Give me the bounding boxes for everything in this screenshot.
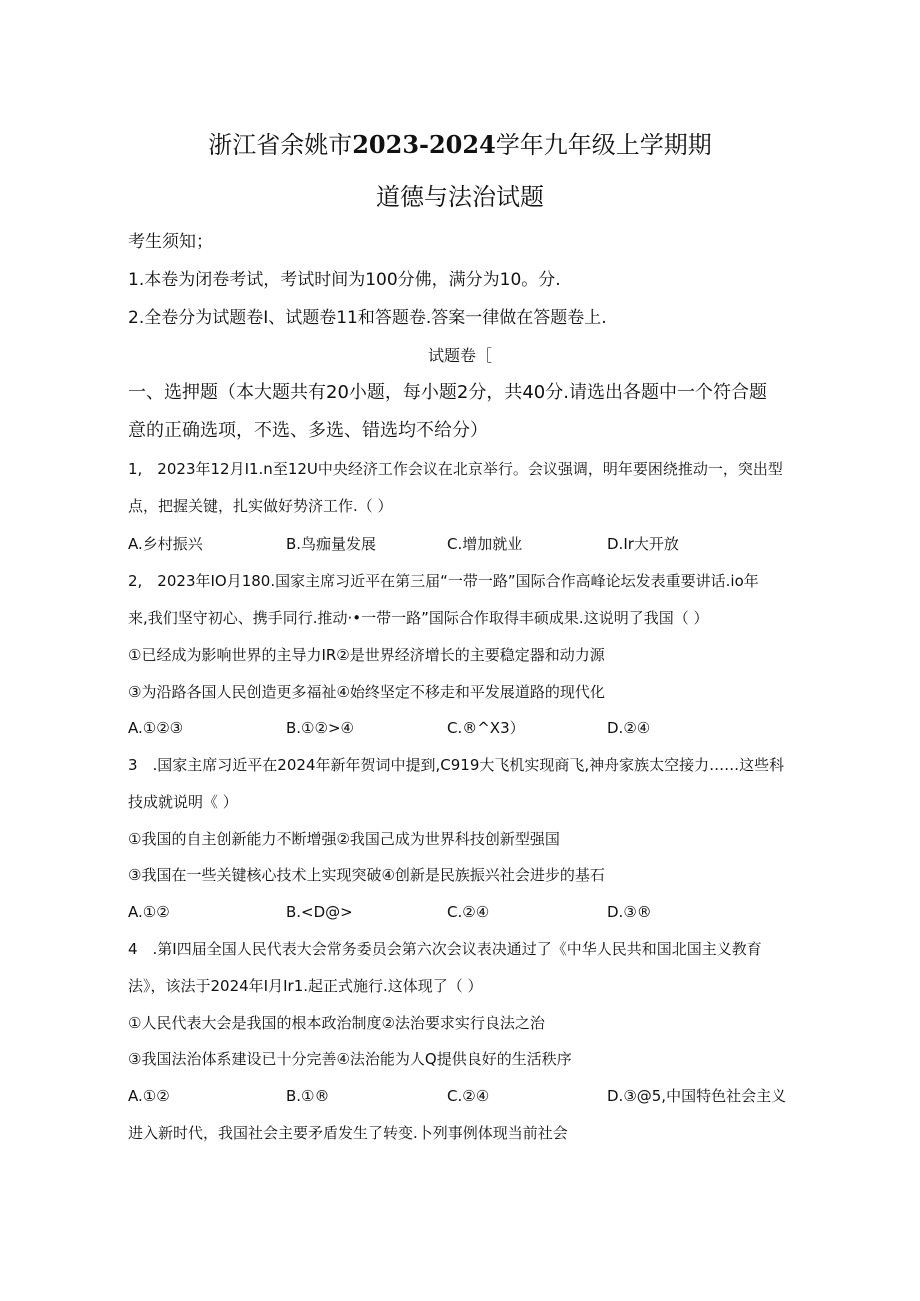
q2-option-b: B.①②>④ [286, 719, 354, 737]
section-instruction-1: 一、选押题（本大题共有20小题，每小题2分，共40分.请选出各题中一个符合题 [128, 382, 767, 403]
q1-line-2: 点，把握关键，扎实做好势济工作.（ ） [128, 497, 393, 515]
notice-heading: 考生须知； [128, 232, 213, 252]
q3-line-2: 技成就说明《 ） [128, 793, 238, 811]
title-part-2: 学年九年级上学期期 [495, 131, 712, 159]
q1-line-1: 1, 2023年12月I1.n至12U中央经济工作会议在北京举行。会议强调，明年要困绕推动一，突出型 [128, 460, 783, 478]
title-years: 2023-2024 [352, 130, 496, 159]
q4-option-c: C.②④ [447, 1087, 490, 1105]
q2-line-4: ③为沿路各国人民创造更多福祉④始终坚定不移走和平发展道路的现代化 [128, 683, 605, 701]
q4-line-3: ①人民代表大会是我国的根本政治制度②法治要求实行良法之治 [128, 1014, 545, 1032]
q4-line-2: 法》，该法于2024年I月Ir1.起正式施行.这体现了（ ） [128, 977, 483, 995]
title-part-1: 浙江省余姚市 [208, 131, 353, 159]
q4-option-d: D.③@5,中国特色社会主义 [607, 1087, 787, 1105]
q3-option-d: D.③® [607, 903, 652, 921]
exam-title [0, 128, 920, 162]
q2-line-2: 来,我们坚守初心、携手同行.推动·•一带一路”国际合作取得丰硕成果.这说明了我国（ ） [128, 609, 709, 627]
q4-option-b: B.①® [286, 1087, 330, 1105]
q3-option-c: C.②④ [447, 903, 490, 921]
q2-line-1: 2, 2023年IO月180.国家主席习近平在第三届“一带一路”国际合作高峰论坛发表重要讲话.io年 [128, 572, 759, 590]
q4-line-1: 4 .第I四届全国人民代表大会常务委员会第六次会议表决通过了《中华人民共和国北国主义教育 [128, 940, 762, 958]
q4-option-a: A.①② [128, 1087, 170, 1105]
q3-option-b: B.<D@> [286, 903, 353, 921]
q2-line-3: ①已经成为影响世界的主导力IR②是世界经济增长的主要稳定器和动力源 [128, 646, 605, 664]
q1-option-a: A.乡村振兴 [128, 535, 203, 553]
q2-option-a: A.①②③ [128, 719, 184, 737]
q4-line-4: ③我国法治体系建设已十分完善④法治能为人Q提供良好的生活秩序 [128, 1050, 572, 1068]
notice-item-1: 1.本卷为闭卷考试，考试时间为100分佛，满分为10。分. [128, 270, 561, 290]
q3-line-1: 3 .国家主席习近平在2024年新年贺词中提到,C919大飞机实现商飞,神舟家族太空接力……这些科 [128, 756, 785, 774]
q3-option-a: A.①② [128, 903, 170, 921]
q3-line-3: ①我国的自主创新能力不断增强②我国己成为世界科技创新型强国 [128, 830, 560, 848]
q3-line-4: ③我国在一些关键核心技术上实现突破④创新是民族振兴社会进步的基石 [128, 866, 605, 884]
section-instruction-2: 意的正确选项，不选、多选、错选均不给分） [128, 420, 488, 441]
q2-option-c: C.®^X3） [447, 719, 525, 737]
paper-label: 试题卷［ [427, 346, 492, 365]
exam-subtitle: 道德与法治试题 [376, 183, 544, 211]
notice-item-2: 2.全卷分为试题卷I、试题卷11和答题卷.答案一律做在答题卷上. [128, 308, 607, 328]
q1-option-b: B.鸟痂量发展 [286, 535, 377, 553]
q1-option-d: D.Ir大开放 [607, 535, 679, 553]
q2-option-d: D.②④ [607, 719, 651, 737]
q5-line-1: 进入新时代，我国社会主要矛盾发生了转变.卜列事例体现当前社会 [128, 1124, 568, 1142]
q1-option-c: C.增加就业 [447, 535, 523, 553]
